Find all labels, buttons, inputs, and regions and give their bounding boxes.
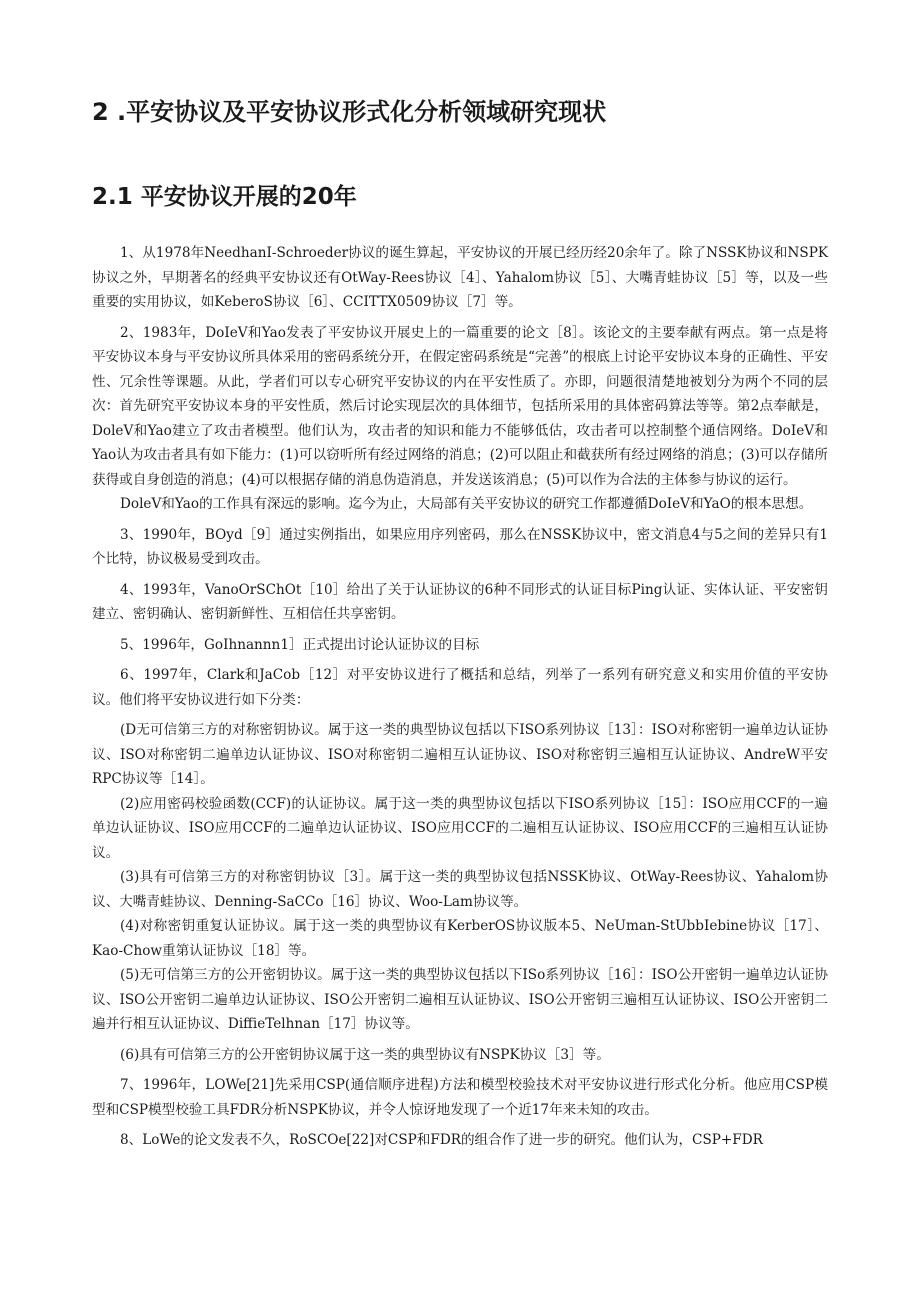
paragraph-15: 8、LoWe的论文发表不久，RoSCOe[22]对CSP和FDR的组合作了进一步的研究。他们认为，CSP+FDR: [120, 1132, 763, 1148]
paragraph-11: (4)对称密钥重复认证协议。属于这一类的典型协议有KerberOS协议版本5、NeUman-StUbbIebine协议［17］、Kao-Chow重第认证协议［18］等。: [92, 918, 828, 959]
document-body: [92, 241, 828, 1159]
paragraph-12: (5)无可信第三方的公开密钥协议。属于这一类的典型协议包括以下ISo系列协议［16］：ISO公开密钥一遍单边认证协议、ISO公开密钥二遍单边认证协议、ISO公开密钥二遍相互认证协议、ISO公开密钥三遍相互认证协议、ISO公开密钥二遍并行相互认证协议、DiffieTelhnan［17］协议等。: [92, 967, 828, 1032]
paragraph-9: (2)应用密码校验函数(CCF)的认证协议。属于这一类的典型协议包括以下ISO系列协议［15］：ISO应用CCF的一遍单边认证协议、ISO应用CCF的二遍单边认证协议、ISO应用CCF的二遍相互认证协议、ISO应用CCF的三遍相互认证协议。: [92, 795, 828, 861]
paragraph-8: (D无可信第三方的对称密钥协议。属于这一类的典型协议包括以下ISO系列协议［13］：ISO对称密钥一遍单边认证协议、ISO对称密钥二遍单边认证协议、ISO对称密钥二遍相互认证协议、ISO对称密钥三遍相互认证协议、AndreW平安RPC协议等［14］。: [92, 722, 828, 787]
paragraph-14: 7、1996年，LOWe[21]先采用CSP(通信顺序进程)方法和模型校验技术对平安协议进行形式化分析。他应用CSP模型和CSP模型校验工具FDR分析NSPK协议，并令人惊讶地发现了一个近17年来未知的攻击。: [92, 1077, 828, 1118]
subsection-heading: 2.1 平安协议开展的20年: [92, 184, 357, 210]
paragraph-5: 4、1993年，VanoOrSChOt［10］给出了关于认证协议的6种不同形式的认证目标Ping认证、实体认证、平安密钥建立、密钥确认、密钥新鲜性、互相信任共享密钥。: [92, 581, 828, 622]
paragraph-2: 2、1983年，DoIeV和Yao发表了平安协议开展史上的一篇重要的论文［8］。该论文的主要奉献有两点。第一点是将平安协议本身与平安协议所具体采用的密码系统分开，在假定密码系统是“完善”的根底上讨论平安协议本身的正确性、平安性、冗余性等课题。从此，学者们可以专心研究平安协议的内在平安性质了。亦即，问题很清楚地被划分为两个不同的层次：首先研究平安协议本身的平安性质，然后讨论实现层次的具体细节，包括所采用的具体密码算法等等。第2点奉献是，DoleV和Yao建立了攻击者模型。他们认为，攻击者的知识和能力不能够低估，攻击者可以控制整个通信网络。DoIeV和Yao认为攻击者具有如下能力：(1)可以窃听所有经过网络的消息；(2)可以阻止和截获所有经过网络的消息；(3)可以存储所获得或自身创造的消息；(4)可以根据存储的消息伪造消息，并发送该消息；(5)可以作为合法的主体参与协议的运行。: [92, 324, 828, 488]
paragraph-6: 5、1996年，GoIhnannn1］正式提出讨论认证协议的目标: [120, 636, 480, 653]
paragraph-13: (6)具有可信第三方的公开密钥协议属于这一类的典型协议有NSPK协议［3］等。: [120, 1046, 610, 1063]
paragraph-1: 1、从1978年NeedhanI-Schroeder协议的诞生算起，平安协议的开展已经历经20余年了。除了NSSK协议和NSPK协议之外，早期著名的经典平安协议还有OtWay-Rees协议［4］、Yahalom协议［5］、大嘴青蛙协议［5］等，以及一些重要的实用协议，如KeberoS协议［6］、CCITTX0509协议［7］等。: [92, 245, 828, 310]
paragraph-10: (3)具有可信第三方的对称密钥协议［3］。属于这一类的典型协议包括NSSK协议、OtWay-Rees协议、Yahalom协议、大嘴青蛙协议、Denning-SaCCo［16］协议、Woo-Lam协议等。: [92, 869, 828, 910]
paragraph-4: 3、1990年，BOyd［9］通过实例指出，如果应用序列密码，那么在NSSK协议中，密文消息4与5之间的差异只有1个比特，协议极易受到攻击。: [92, 526, 828, 567]
paragraph-3: DoleV和Yao的工作具有深远的影响。迄今为止，大局部有关平安协议的研究工作都遵循DoIeV和YaO的根本思想。: [120, 496, 813, 512]
section-heading: 2 .平安协议及平安协议形式化分析领域研究现状: [92, 98, 607, 126]
paragraph-7: 6、1997年，Clark和JaCob［12］对平安协议进行了概括和总结，列举了一系列有研究意义和实用价值的平安协议。他们将平安协议进行如下分类：: [92, 667, 828, 708]
